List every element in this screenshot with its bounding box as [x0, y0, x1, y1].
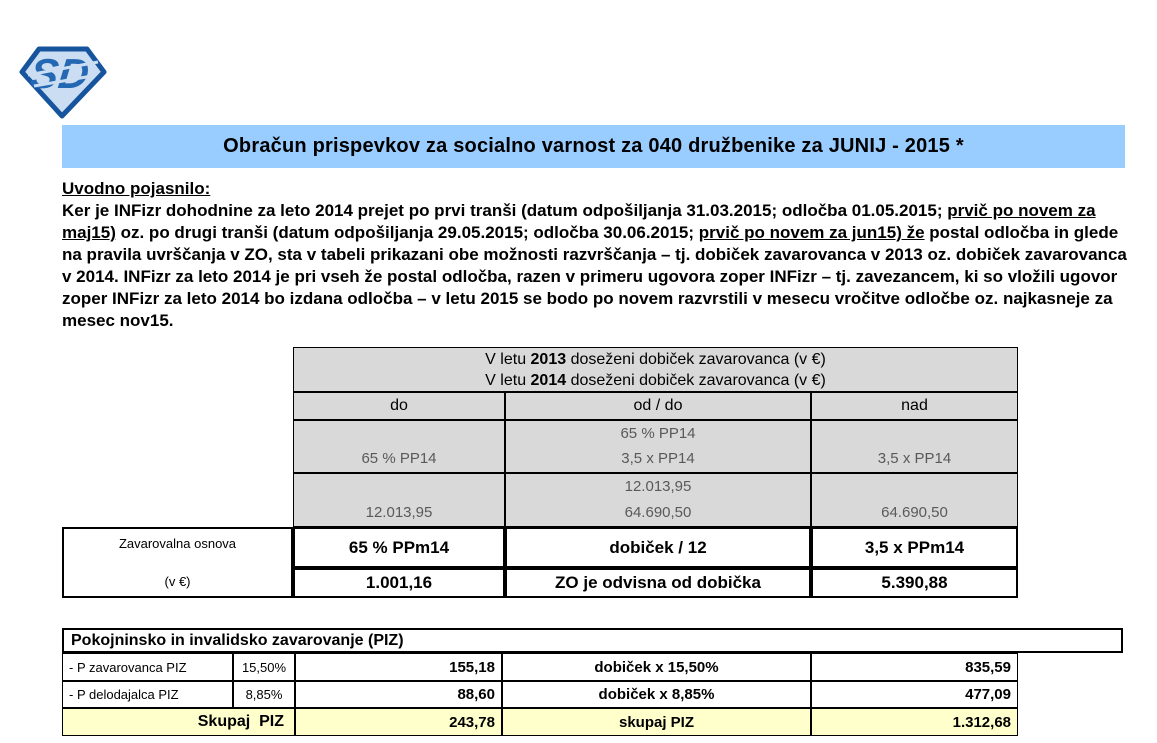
intro-heading: Uvodno pojasnilo: — [62, 179, 211, 198]
piz-table — [62, 628, 1123, 736]
piz-row1-label: - P zavarovanca PIZ — [62, 653, 233, 681]
insurance-base-label — [62, 527, 293, 598]
amount-row-col3: 64.690,50 — [811, 473, 1018, 527]
piz-row2-amount: 88,60 — [295, 681, 502, 708]
col-header-nad: nad — [811, 392, 1018, 420]
page-title: Obračun prispevkov za socialno varnost za 040 družbenike za JUNIJ - 2015 * — [223, 135, 964, 157]
logo-letters: SD — [28, 50, 92, 97]
amount-row-col2-bottom: 64.690,50 — [624, 504, 692, 521]
col-header-do: do — [293, 392, 505, 420]
pp-row-col2 — [505, 420, 811, 473]
piz-row2-amount2: 477,09 — [811, 681, 1018, 708]
piz-row1-formula: dobiček x 15,50% — [502, 653, 811, 681]
header-line-2013: V letu 2013 doseženi dobiček zavarovanca (v €) — [485, 350, 826, 368]
base-row-col1: 65 % PPm14 — [293, 527, 505, 568]
base-row-col3: 3,5 x PPm14 — [811, 527, 1018, 568]
amount-row-col2 — [505, 473, 811, 527]
insurance-base-label-line1: Zavarovalna osnova — [118, 536, 237, 551]
value-row-col1: 1.001,16 — [293, 568, 505, 598]
value-row-col3: 5.390,88 — [811, 568, 1018, 598]
base-row-col2: dobiček / 12 — [505, 527, 811, 568]
piz-row1-amount2: 835,59 — [811, 653, 1018, 681]
insurance-base-label-line2: (v €) — [164, 574, 191, 589]
piz-row1-amount: 155,18 — [295, 653, 502, 681]
piz-total-amount: 243,78 — [295, 708, 502, 736]
range-table-header — [293, 347, 1018, 392]
piz-table-title: Pokojninsko in invalidsko zavarovanje (PIZ) — [62, 628, 1123, 653]
pp-row-col3: 3,5 x PP14 — [811, 420, 1018, 473]
pp-row-col2-top: 65 % PP14 — [620, 425, 696, 442]
value-row-col2: ZO je odvisna od dobička — [505, 568, 811, 598]
header-line-2014: V letu 2014 doseženi dobiček zavarovanca (v €) — [485, 371, 826, 389]
piz-total-formula: skupaj PIZ — [502, 708, 811, 736]
pp-row-col1: 65 % PP14 — [293, 420, 505, 473]
piz-total-amount2: 1.312,68 — [811, 708, 1018, 736]
profit-range-table — [62, 347, 1018, 598]
pp-row-col2-bottom: 3,5 x PP14 — [621, 450, 695, 467]
amount-row-col2-top: 12.013,95 — [624, 478, 692, 495]
intro-text: Ker je INFizr dohodnine za leto 2014 prejet po prvi tranši (datum odpošiljanja 31.03.2015; odločba 01.05.2015; prvič po novem za maj15) oz. po drugi tranši (datum odpošiljanja 29.05.2015; odločba 30.06.2015; prvič po novem za jun15) že postal odločba in glede na pravila uvrščanja v ZO, sta v tabeli prikazani obe možnosti razvrščanja – tj. dobiček zavarovanca v 2013 oz. dobiček zavarovanca v 2014. INFizr za leto 2014 je pri vseh že postal odločba, razen v primeru ugovora zoper INFizr – tj. zavezancem, ki so vložili ugovor zoper INFizr za leto 2014 bo izdana odločba – v letu 2015 se bodo po novem razvrstili v mesecu vročitve odločbe oz. najkasneje za mesec nov15. — [62, 201, 1127, 330]
intro-block — [62, 178, 1129, 332]
piz-row2-label: - P delodajalca PIZ — [62, 681, 233, 708]
company-logo-icon — [18, 42, 108, 120]
col-header-oddo: od / do — [505, 392, 811, 420]
title-bar — [62, 125, 1125, 168]
piz-row2-rate: 8,85% — [233, 681, 295, 708]
piz-row2-formula: dobiček x 8,85% — [502, 681, 811, 708]
amount-row-col1: 12.013,95 — [293, 473, 505, 527]
piz-row1-rate: 15,50% — [233, 653, 295, 681]
piz-total-label: Skupaj PIZ — [62, 708, 295, 736]
